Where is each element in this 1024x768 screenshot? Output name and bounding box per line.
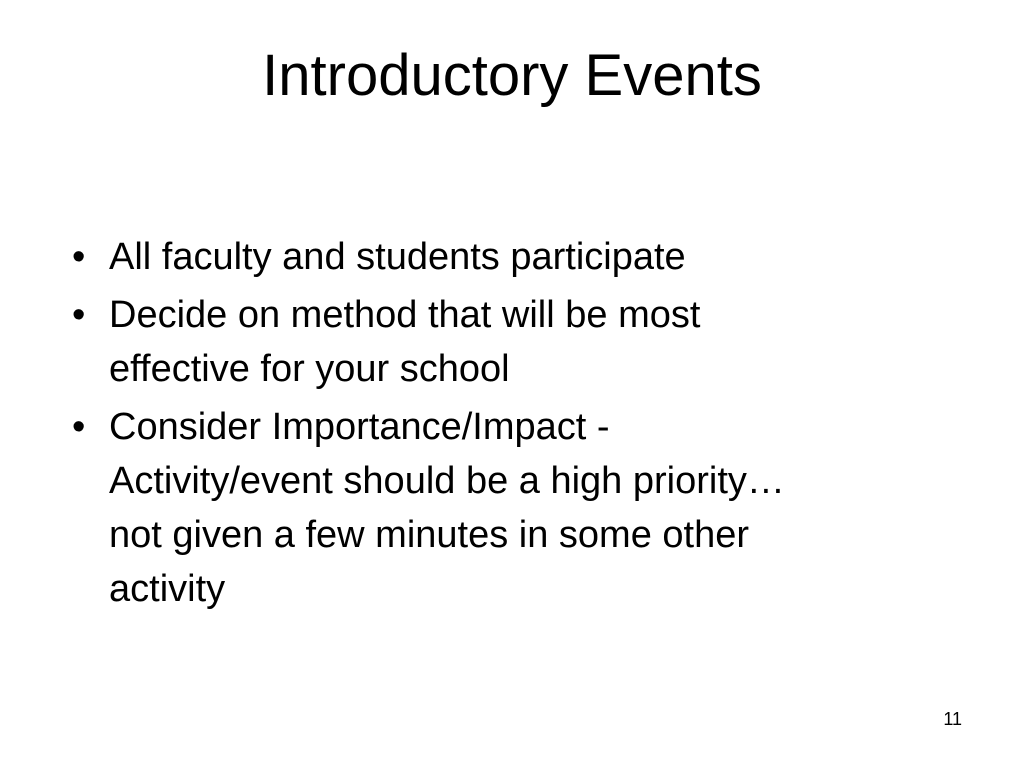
bullet-list [72, 230, 952, 620]
bullet-dot-icon: • [72, 236, 86, 278]
bullet-text-line: effective for your school [109, 348, 510, 390]
slide-title: Introductory Events [262, 43, 762, 108]
bullet-text-line: Consider Importance/Impact - [109, 406, 610, 448]
bullet-text-line: not given a few minutes in some other [109, 514, 750, 556]
bullet-text-line: All faculty and students participate [109, 236, 686, 278]
page-number: 11 [943, 709, 962, 729]
bullet-item [72, 230, 952, 284]
bullet-text-line: Decide on method that will be most [109, 294, 701, 336]
bullet-dot-icon: • [72, 406, 86, 448]
bullet-dot-icon: • [72, 294, 86, 336]
bullet-item [72, 400, 952, 616]
bullet-text-line: Activity/event should be a high priority… [109, 460, 785, 502]
bullet-item [72, 288, 952, 396]
bullet-text-line: activity [109, 568, 226, 610]
